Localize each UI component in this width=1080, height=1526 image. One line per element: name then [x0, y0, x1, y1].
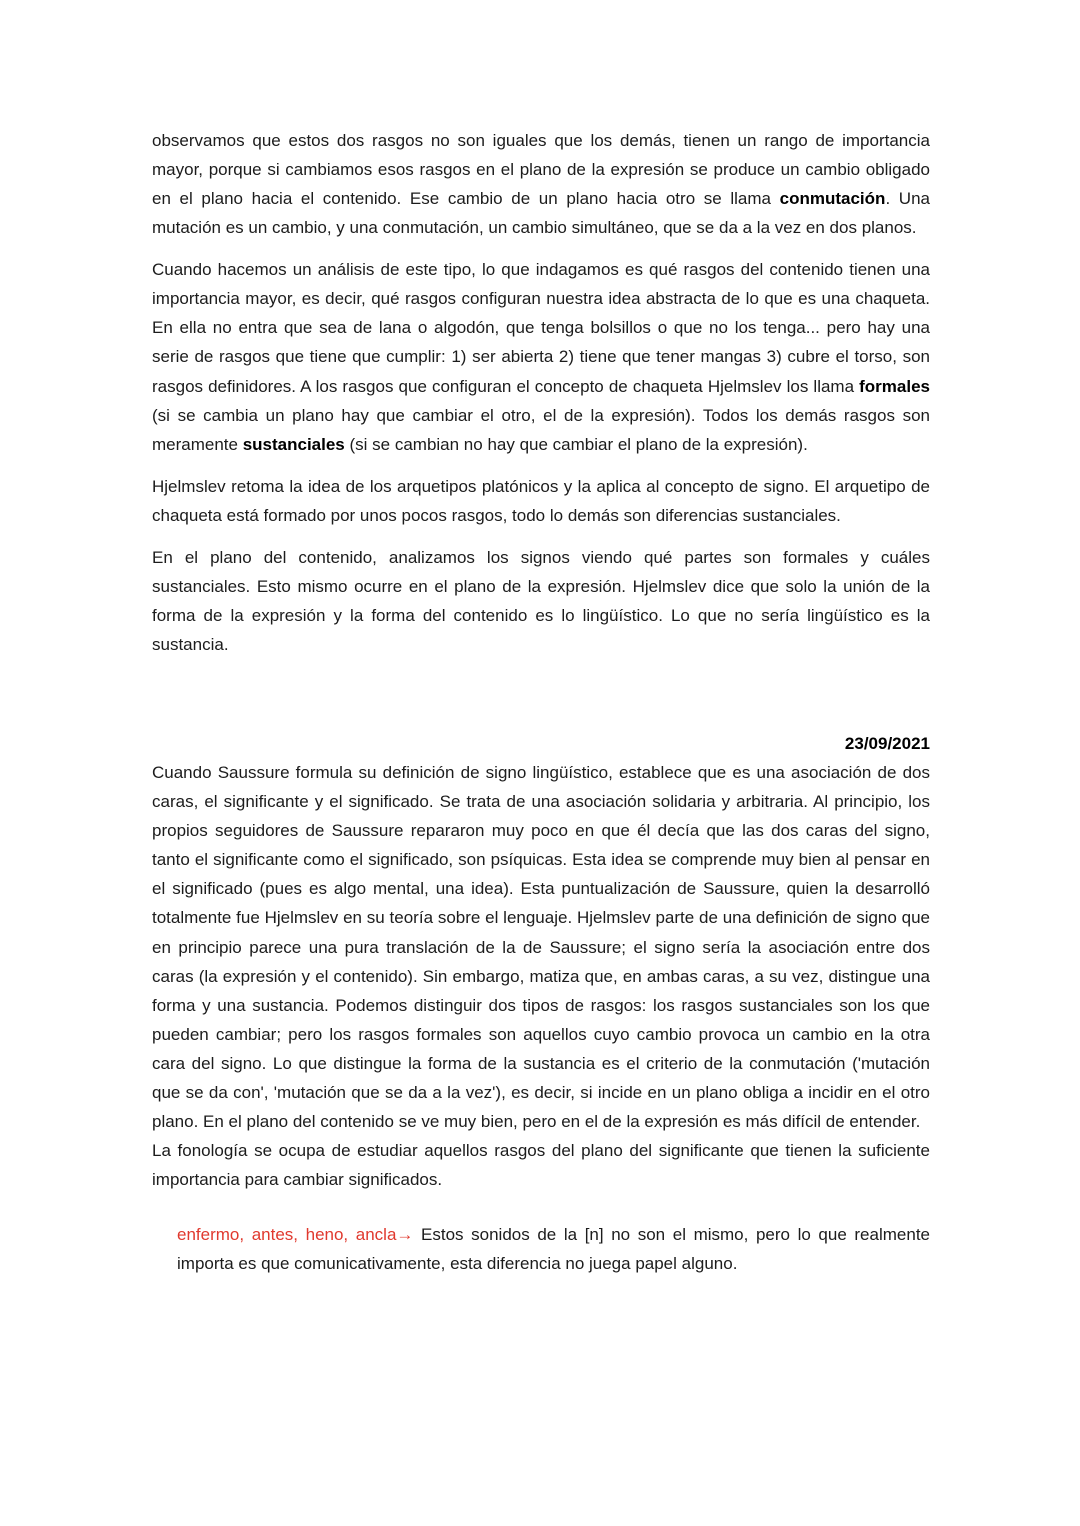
text-segment: La fonología se ocupa de estudiar aquellos rasgos del plano del significante que tienen la suficiente importancia para cambiar significados. [152, 1140, 930, 1189]
text-segment: . Una mutación es un cambio, y una conmutación, un cambio simultáneo, que se da a la vez en dos planos. [152, 189, 930, 238]
text-segment: observamos que estos dos rasgos no son iguales que los demás, tienen un rango de importancia mayor, porque si cambiamos esos rasgos en el plano de la expresión se produce un cambio obligado en el plano hacia el contenido. Ese cambio de un plano hacia otro se llama [152, 131, 930, 209]
emphasized-term: formales [859, 376, 930, 396]
emphasized-term: sustanciales [242, 434, 345, 454]
highlighted-red-text: enfermo, antes, heno, ancla→ [177, 1225, 414, 1245]
paragraph [152, 543, 930, 659]
emphasized-term: 23/09/2021 [844, 734, 930, 754]
paragraph [152, 1220, 930, 1278]
text-segment: Estos sonidos de la [n] no son el mismo, pero lo que realmente importa es que comunicativamente, esta diferencia no juega papel alguno. [177, 1225, 930, 1274]
paragraph [152, 126, 930, 242]
paragraph [152, 1136, 930, 1194]
date-heading [152, 729, 930, 758]
document-body [152, 126, 930, 1278]
text-segment: (si se cambia un plano hay que cambiar el otro, el de la expresión). Todos los demás rasgos son meramente [152, 405, 930, 454]
text-segment: (si se cambian no hay que cambiar el plano de la expresión). [344, 434, 808, 454]
paragraph [152, 472, 930, 530]
text-segment: Cuando Saussure formula su definición de signo lingüístico, establece que es una asociación de dos caras, el significante y el significado. Se trata de una asociación solidaria y arbitraria. Al principio, los propios seguidores de Saussure repararon muy poco en que él decía que las dos caras del signo, tanto el significante como el significado, son psíquicas. Esta idea se comprende muy bien al pensar en el significado (pues es algo mental, una idea). Esta puntualización de Saussure, quien la desarrolló totalmente fue Hjelmslev en su teoría sobre el lenguaje. Hjelmslev parte de una definición de signo que en principio parece una pura translación de la de Saussure; el signo sería la asociación entre dos caras (la expresión y el contenido). Sin embargo, matiza que, en ambas caras, a su vez, distingue una forma y una sustancia. Podemos distinguir dos tipos de rasgos: los rasgos sustanciales son los que pueden cambiar; pero los rasgos formales son aquellos cuyo cambio provoca un cambio en la otra cara del signo. Lo que distingue la forma de la sustancia es el criterio de la conmutación ('mutación que se da con', 'mutación que se da a la vez'), es decir, si incide en un plano obliga a incidir en el otro plano. En el plano del contenido se ve muy bien, pero en el de la expresión es más difícil de entender. [152, 763, 930, 1131]
text-segment: En el plano del contenido, analizamos los signos viendo qué partes son formales y cuáles sustanciales. Esto mismo ocurre en el plano de la expresión. Hjelmslev dice que solo la unión de la forma de la expresión y la forma del contenido es lo lingüístico. Lo que no sería lingüístico es la sustancia. [152, 547, 930, 654]
text-segment: Hjelmslev retoma la idea de los arquetipos platónicos y la aplica al concepto de signo. El arquetipo de chaqueta está formado por unos pocos rasgos, todo lo demás son diferencias sustanciales. [152, 476, 930, 525]
emphasized-term: conmutación [779, 189, 886, 209]
paragraph [152, 255, 930, 458]
text-segment: Cuando hacemos un análisis de este tipo, lo que indagamos es qué rasgos del contenido tienen una importancia mayor, es decir, qué rasgos configuran nuestra idea abstracta de lo que es una chaqueta. En ella no entra que sea de lana o algodón, que tenga bolsillos o que no los tenga... pero hay una serie de rasgos que tiene que cumplir: 1) ser abierta 2) tiene que tener mangas 3) cubre el torso, son rasgos definidores. A los rasgos que configuran el concepto de chaqueta Hjelmslev los llama [152, 260, 930, 396]
paragraph [152, 758, 930, 1136]
